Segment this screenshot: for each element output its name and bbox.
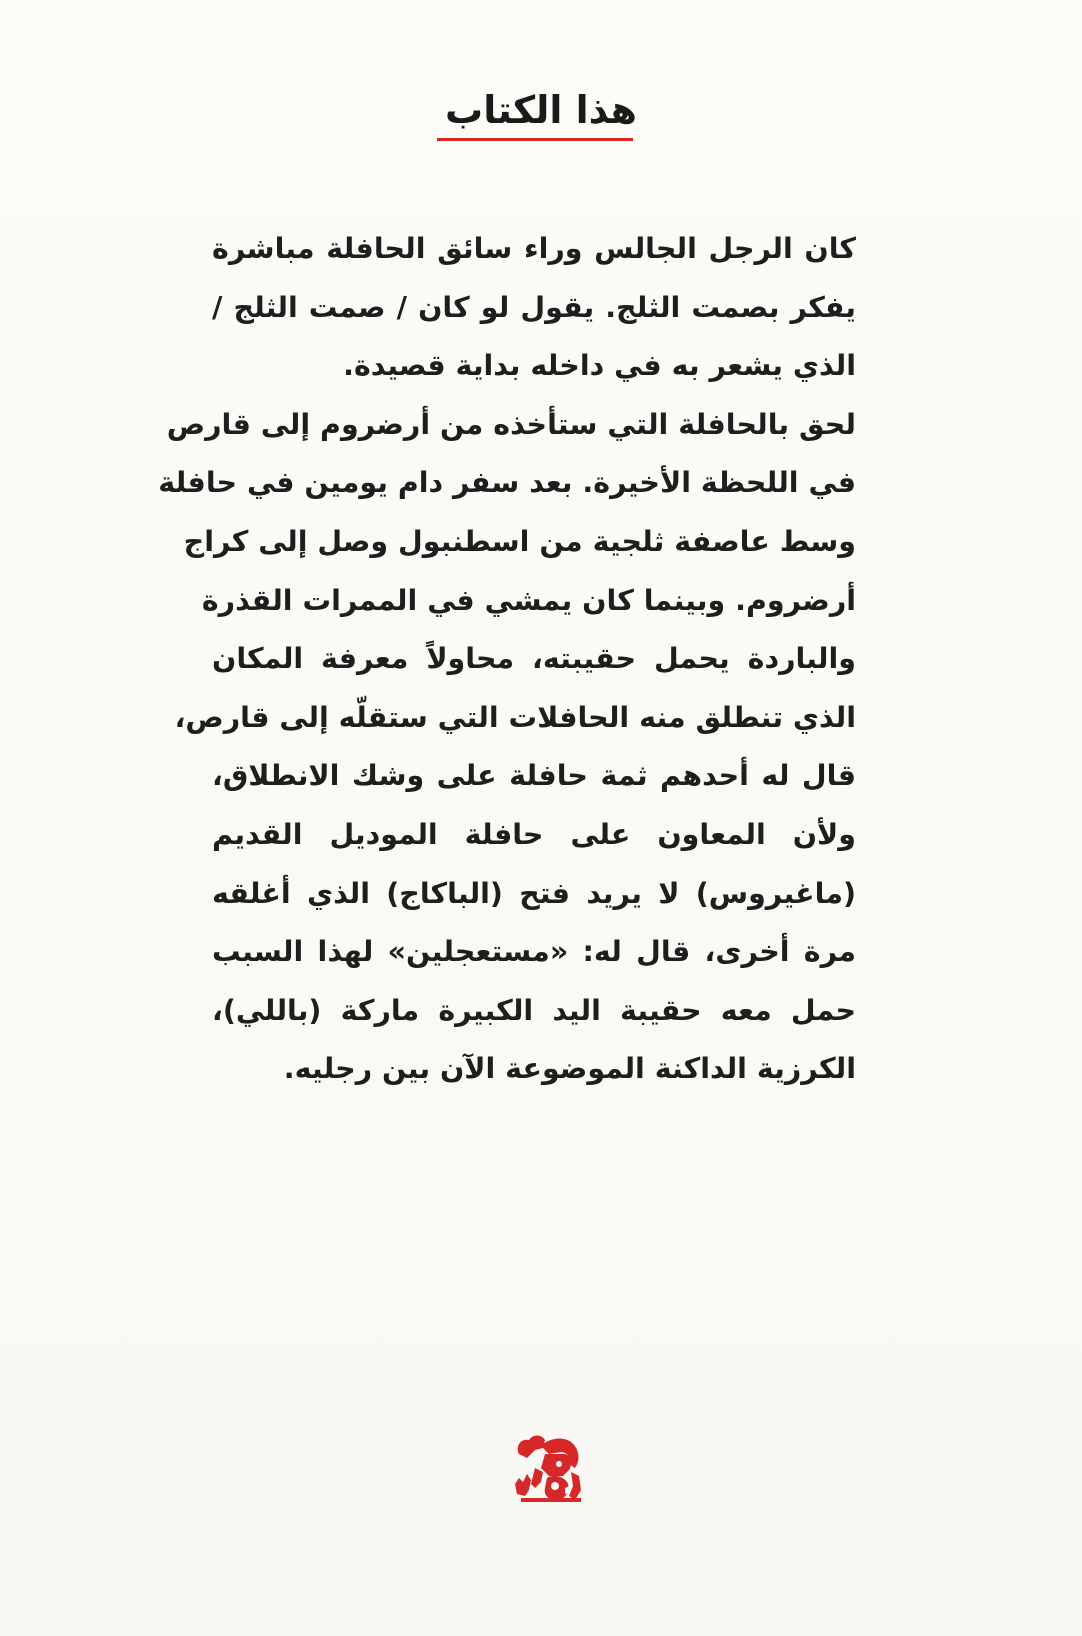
blurb-line: حمل معه حقيبة اليد الكبيرة ماركة (باللي)، (212, 993, 856, 1027)
publisher-logo-icon (505, 1424, 589, 1504)
blurb-paragraph (158, 220, 856, 1099)
blurb-line: (ماغيروس) لا يريد فتح (الباكاج) الذي أغلقه (212, 876, 856, 910)
blurb-line: قال له أحدهم ثمة حافلة على وشك الانطلاق، (212, 759, 856, 793)
blurb-line: ولأن المعاون على حافلة الموديل القديم (212, 817, 856, 851)
title-underline (437, 138, 633, 141)
blurb-line: كان الرجل الجالس وراء سائق الحافلة مباشرة (212, 232, 856, 265)
blurb-line: الذي يشعر به في داخله بداية قصيدة. (343, 349, 856, 383)
blurb-line: والباردة يحمل حقيبته، محاولاً معرفة المكان (212, 642, 856, 676)
blurb-line: في اللحظة الأخيرة. بعد سفر دام يومين في حافلة (158, 466, 856, 500)
page-title: هذا الكتاب (445, 88, 637, 132)
blurb-line: الذي تنطلق منه الحافلات التي ستقلّه إلى قارص، (174, 700, 856, 734)
blurb-line: أرضروم. وبينما كان يمشي في الممرات القذرة (201, 583, 856, 617)
blurb-line: يفكر بصمت الثلج. يقول لو كان / صمت الثلج / (212, 290, 856, 324)
blurb-line: وسط عاصفة ثلجية من اسطنبول وصل إلى كراج (183, 524, 856, 558)
blurb-line: مرة أخرى، قال له: «مستعجلين» لهذا السبب (212, 935, 856, 969)
blurb-line: الكرزية الداكنة الموضوعة الآن بين رجليه. (283, 1052, 856, 1086)
blurb-line: لحق بالحافلة التي ستأخذه من أرضروم إلى قارص (166, 407, 856, 441)
